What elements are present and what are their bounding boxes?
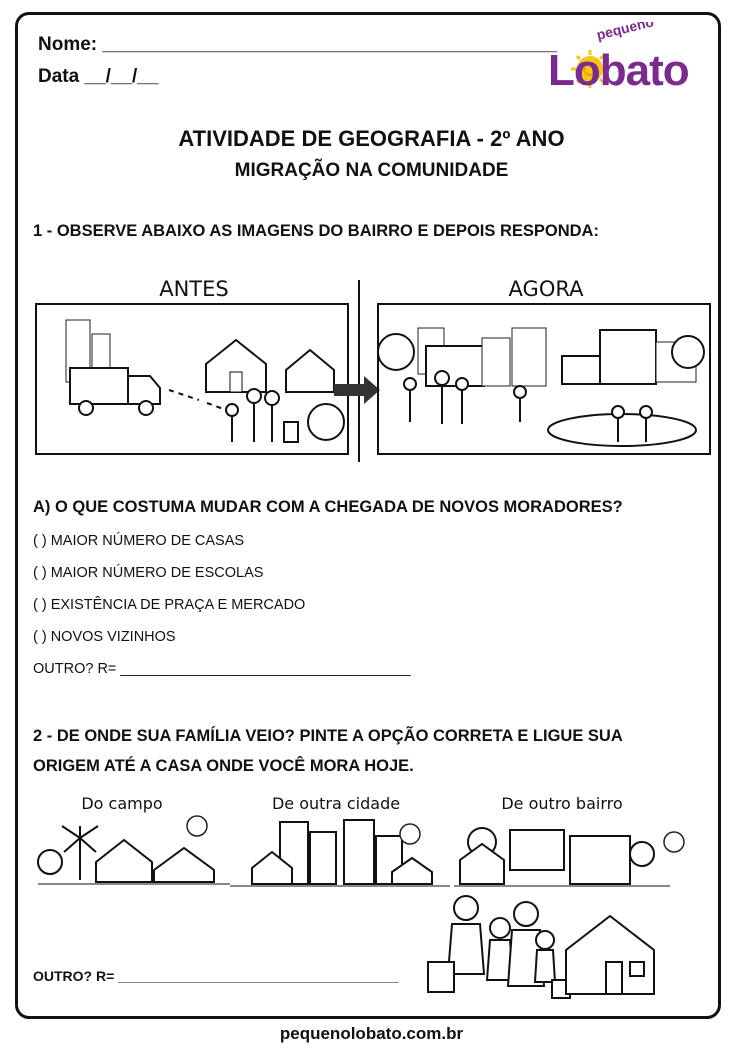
panel-now-label: AGORA [508, 277, 584, 301]
question-a: A) O QUE COSTUMA MUDAR COM A CHEGADA DE NOVOS MORADORES? [33, 498, 623, 516]
logo-graphic [548, 22, 723, 94]
option-circle-countryside [187, 816, 207, 836]
logo-big-text: Lobato [548, 46, 689, 94]
origin-other-neighborhood-label: De outro bairro [501, 794, 623, 813]
question-2-line-1: 2 - DE ONDE SUA FAMÍLIA VEIO? PINTE A OPÇÃO CORRETA E LIGUE SUA [33, 727, 623, 745]
page-subtitle: MIGRAÇÃO NA COMUNIDADE [234, 160, 509, 181]
option-more-houses[interactable]: ( ) MAIOR NÚMERO DE CASAS [33, 533, 245, 549]
house-icon [206, 340, 266, 392]
option-square-market[interactable]: ( ) EXISTÊNCIA DE PRAÇA E MERCADO [33, 597, 306, 613]
panel-before-label: ANTES [159, 277, 229, 301]
now-panel [378, 304, 710, 454]
house-icon [286, 350, 334, 392]
logo-small-text: pequeno [594, 22, 656, 43]
option-new-neighbors[interactable]: ( ) NOVOS VIZINHOS [33, 629, 176, 645]
date-field[interactable]: Data __/__/__ [38, 66, 159, 87]
logo [548, 22, 723, 94]
origin-countryside-label: Do campo [81, 794, 163, 813]
truck-icon [70, 368, 160, 415]
option-circle-other-neighborhood [664, 832, 684, 852]
arrow-right-icon [334, 376, 380, 404]
family-icon [226, 389, 298, 442]
name-field[interactable]: Nome: ___________________________________________ [38, 34, 557, 55]
neighborhood-scene [454, 828, 670, 886]
option-more-schools[interactable]: ( ) MAIOR NÚMERO DE ESCOLAS [33, 565, 264, 581]
question-2-line-2: ORIGEM ATÉ A CASA ONDE VOCÊ MORA HOJE. [33, 757, 414, 775]
origin-other-city-label: De outra cidade [271, 794, 401, 813]
other-answer-2[interactable]: OUTRO? R= ____________________________________ [33, 968, 399, 984]
other-answer-a[interactable]: OUTRO? R= ____________________________________ [33, 661, 411, 677]
option-circle-other-city [400, 824, 420, 844]
question-1: 1 - OBSERVE ABAIXO AS IMAGENS DO BAIRRO E DEPOIS RESPONDA: [33, 222, 599, 240]
before-panel [36, 304, 348, 454]
page-title: ATIVIDADE DE GEOGRAFIA - 2º ANO [178, 126, 565, 151]
footer-url[interactable]: pequenolobato.com.br [279, 1024, 464, 1043]
neighborhood-illustration [34, 272, 714, 464]
family-with-house-icon [428, 896, 654, 998]
